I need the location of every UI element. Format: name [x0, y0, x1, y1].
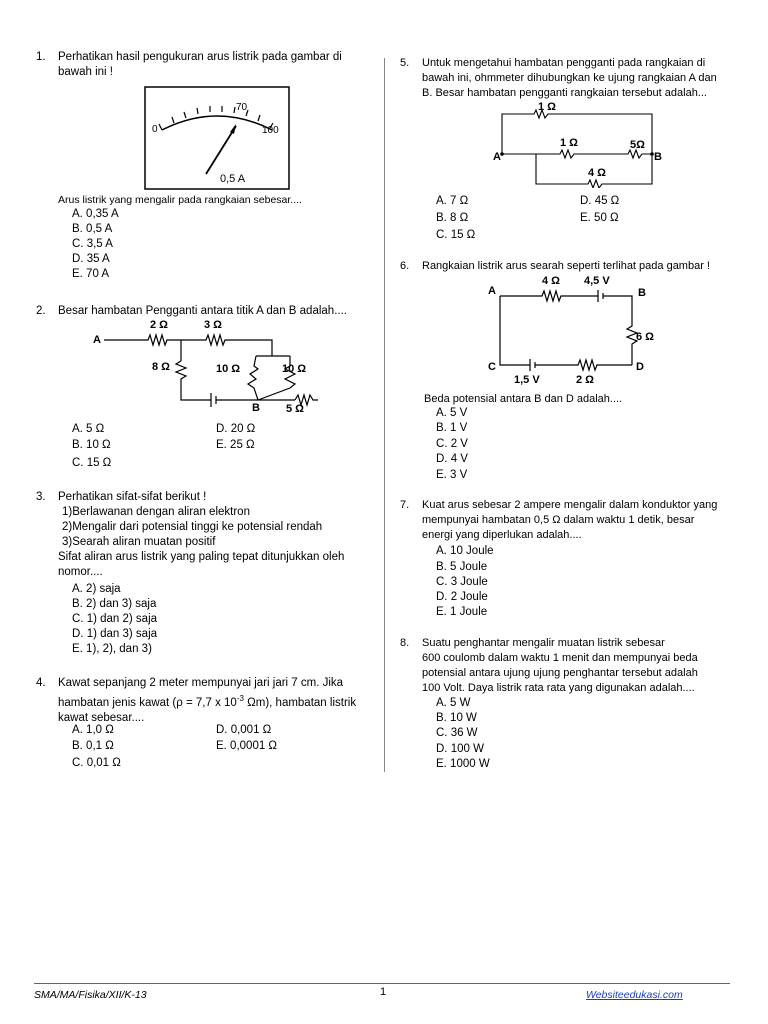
question-text — [422, 56, 740, 101]
circuit-figure-2 — [90, 316, 320, 414]
question-subtext: Arus listrik yang mengalir pada rangkaian sebesar.... — [58, 194, 302, 206]
question-line: potensial antara ujung ujung penghantar tersebut adalah — [422, 667, 698, 679]
option-d[interactable]: D. 100 W — [436, 743, 484, 755]
footer-course-code: SMA/MA/Fisika/XII/K-13 — [34, 989, 147, 1001]
option-c[interactable]: C. 3 Joule — [436, 576, 488, 588]
option-b[interactable]: B. 5 Joule — [436, 561, 488, 573]
option-a[interactable]: A. 0,35 A — [72, 208, 119, 220]
question-6-sub — [424, 392, 724, 407]
option-c[interactable]: C. 2 V — [436, 438, 468, 450]
question-number: 7. — [400, 499, 410, 511]
option-b[interactable]: B. 1 V — [436, 422, 468, 434]
resistor-label: 3 Ω — [204, 319, 222, 331]
option-e[interactable]: E. 1000 W — [436, 758, 490, 770]
resistor-label: 5Ω — [630, 139, 645, 151]
question-line: B. Besar hambatan pengganti rangkaian tersebut adalah... — [422, 87, 707, 99]
option-c[interactable]: C. 3,5 A — [72, 238, 113, 250]
resistor-label: 1 Ω — [560, 137, 578, 149]
page-number: 1 — [380, 986, 387, 998]
question-line: kawat sebesar.... — [58, 711, 145, 724]
option-d[interactable]: D. 45 Ω — [580, 195, 620, 207]
resistor-label: 6 Ω — [636, 331, 654, 343]
meter-reading: 0,5 A — [220, 173, 246, 185]
footer-rule — [34, 983, 730, 984]
option-b[interactable]: B. 0,5 A — [72, 223, 113, 235]
circuit-figure-5 — [492, 98, 664, 188]
option-c[interactable]: C. 15 Ω — [72, 457, 112, 469]
option-e[interactable]: E. 1), 2), dan 3) — [72, 643, 152, 655]
option-b[interactable]: B. 0,1 Ω — [72, 740, 114, 752]
question-line: nomor.... — [58, 566, 103, 578]
option-c[interactable]: C. 0,01 Ω — [72, 757, 121, 769]
option-a[interactable]: A. 5 Ω — [72, 423, 105, 435]
option-a[interactable]: A. 10 Joule — [436, 545, 494, 557]
question-line: Kuat arus sebesar 2 ampere mengalir dalam konduktor yang — [422, 499, 718, 511]
circuit-wires — [500, 290, 637, 371]
option-d[interactable]: D. 2 Joule — [436, 591, 488, 603]
statement-item: 2)Mengalir dari potensial tinggi ke potensial rendah — [62, 521, 323, 533]
question-line: Perhatikan hasil pengukuran arus listrik pada gambar di — [58, 51, 342, 63]
question-line: Kawat sepanjang 2 meter mempunyai jari jari 7 cm. Jika — [58, 677, 344, 689]
option-e[interactable]: E. 3 V — [436, 469, 468, 481]
option-a[interactable]: A. 5 W — [436, 697, 471, 709]
resistor-label: 2 Ω — [150, 319, 168, 331]
meter-max-label: 100 — [262, 125, 279, 136]
question-text — [58, 490, 364, 580]
battery-label: 1,5 V — [514, 374, 540, 386]
question-line: Perhatikan sifat-sifat berikut ! — [58, 491, 207, 503]
question-line: bawah ini ! — [58, 66, 113, 78]
resistor-label: 4 Ω — [542, 275, 560, 287]
resistor-label: 10 Ω — [282, 363, 307, 375]
node-label-a: A — [493, 151, 501, 163]
battery-label: 4,5 V — [584, 275, 610, 287]
circuit-figure-6 — [486, 272, 656, 388]
question-text — [422, 498, 740, 543]
option-a[interactable]: A. 5 V — [436, 407, 468, 419]
option-b[interactable]: B. 8 Ω — [436, 212, 469, 224]
footer-website-link[interactable]: Websiteedukasi.com — [586, 989, 683, 1001]
option-a[interactable]: A. 7 Ω — [436, 195, 469, 207]
question-text: Rangkaian listrik arus searah seperti terlihat pada gambar ! — [422, 260, 710, 272]
option-c[interactable]: C. 1) dan 2) saja — [72, 613, 158, 625]
option-d[interactable]: D. 0,001 Ω — [216, 724, 272, 736]
question-number: 5. — [400, 57, 410, 69]
node-label-a: A — [93, 334, 101, 346]
option-c[interactable]: C. 36 W — [436, 727, 478, 739]
question-line: 100 Volt. Daya listrik rata rata yang digunakan adalah.... — [422, 682, 695, 694]
question-number: 3. — [36, 491, 46, 503]
option-c[interactable]: C. 15 Ω — [436, 229, 476, 241]
option-e[interactable]: E. 70 A — [72, 268, 110, 280]
question-number: 8. — [400, 637, 410, 649]
meter-min-label: 0 — [152, 124, 158, 135]
option-a[interactable]: A. 1,0 Ω — [72, 724, 114, 736]
option-e[interactable]: E. 0,0001 Ω — [216, 740, 278, 752]
meter-frame — [145, 87, 289, 189]
option-d[interactable]: D. 4 V — [436, 453, 468, 465]
question-text — [58, 676, 364, 726]
question-text: Besar hambatan Pengganti antara titik A dan B adalah.... — [58, 305, 347, 317]
question-line: bawah ini, ohmmeter dihubungkan ke ujung rangkaian A dan — [422, 72, 717, 84]
question-text — [422, 636, 740, 696]
question-number: 2. — [36, 305, 46, 317]
resistor-label: 5 Ω — [286, 403, 304, 414]
option-e[interactable]: E. 25 Ω — [216, 439, 255, 451]
question-line: Untuk mengetahui hambatan pengganti pada rangkaian di — [422, 57, 706, 69]
statement-item: 1)Berlawanan dengan aliran elektron — [62, 506, 250, 518]
question-number: 6. — [400, 260, 410, 272]
resistor-label: 8 Ω — [152, 361, 170, 373]
question-number: 4. — [36, 677, 46, 689]
resistor-label: 2 Ω — [576, 374, 594, 386]
resistor-label: 10 Ω — [216, 363, 241, 375]
question-number: 1. — [36, 51, 46, 63]
question-line: 600 coulomb dalam waktu 1 menit dan mempunyai beda — [422, 652, 698, 664]
node-label-d: D — [636, 361, 644, 373]
question-line: mempunyai hambatan 0,5 Ω dalam waktu 1 detik, besar — [422, 514, 695, 526]
option-d[interactable]: D. 35 A — [72, 253, 110, 265]
option-d[interactable]: D. 20 Ω — [216, 423, 256, 435]
option-e[interactable]: E. 50 Ω — [580, 212, 619, 224]
resistor-label: 4 Ω — [588, 167, 606, 179]
option-b[interactable]: B. 10 W — [436, 712, 477, 724]
question-line: Suatu penghantar mengalir muatan listrik sebesar — [422, 637, 665, 649]
question-line: energi yang diperlukan adalah.... — [422, 529, 582, 541]
option-b[interactable]: B. 2) dan 3) saja — [72, 598, 157, 610]
meter-mid-label: 70 — [236, 102, 248, 113]
question-line: hambatan jenis kawat (ρ = 7,7 x $10^{-3}$ Ωm), hambatan listrik — [58, 694, 357, 709]
node-label-b: B — [638, 287, 646, 299]
column-divider — [384, 58, 385, 772]
option-b[interactable]: B. 10 Ω — [72, 439, 111, 451]
resistor-label: 1 Ω — [538, 101, 556, 113]
node-label-b: B — [654, 151, 662, 163]
node-label-a: A — [488, 285, 496, 297]
question-line: Sifat aliran arus listrik yang paling tepat ditunjukkan oleh — [58, 551, 345, 563]
ammeter-figure — [144, 86, 290, 190]
node-label-c: C — [488, 361, 496, 373]
question-1-sub — [58, 193, 358, 208]
option-e[interactable]: E. 1 Joule — [436, 606, 488, 618]
node-label-b: B — [252, 402, 260, 414]
question-text — [58, 50, 364, 80]
option-d[interactable]: D. 1) dan 3) saja — [72, 628, 158, 640]
option-a[interactable]: A. 2) saja — [72, 583, 121, 595]
question-subtext: Beda potensial antara B dan D adalah.... — [424, 393, 623, 405]
statement-item: 3)Searah aliran muatan positif — [62, 536, 216, 548]
